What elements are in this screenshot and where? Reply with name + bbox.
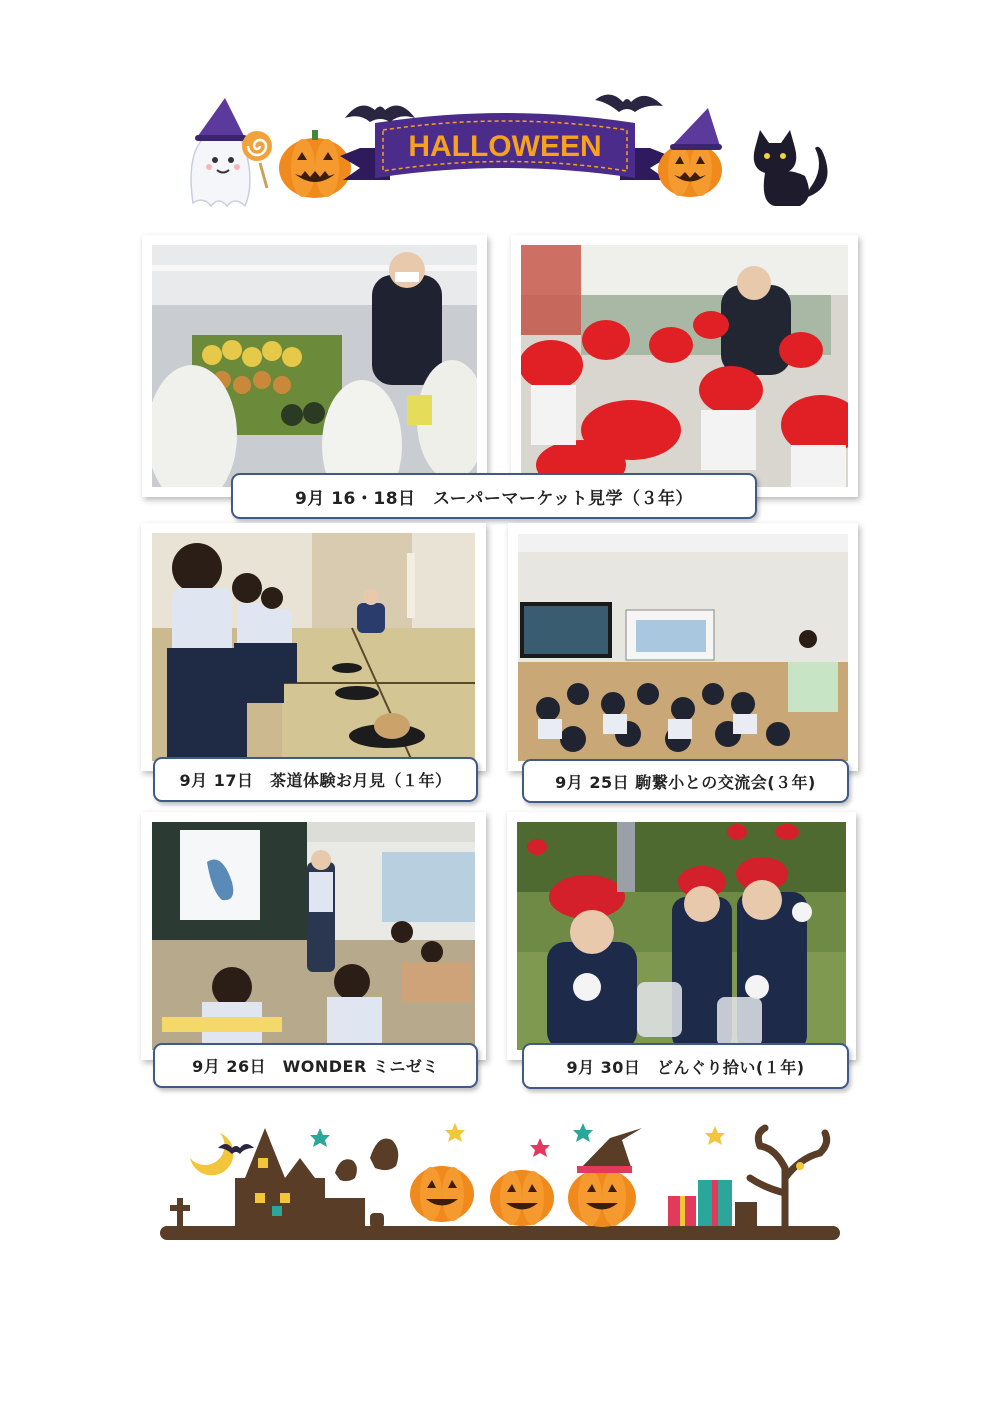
pumpkin-icon (490, 1170, 554, 1226)
star-icon (310, 1128, 330, 1147)
supermarket-photo-2 (521, 245, 848, 487)
caption-acorns (522, 1043, 849, 1089)
moon-icon (190, 1133, 233, 1175)
pumpkin-icon (410, 1166, 474, 1222)
star-icon (573, 1123, 593, 1142)
banner-title: HALLOWEEN (408, 130, 602, 163)
caption-wonder (153, 1043, 478, 1088)
wonder-photo (152, 822, 475, 1050)
caption-acorns-text: 9月 30日 どんぐり拾い(１年) (566, 1057, 805, 1077)
exchange-photo (518, 534, 848, 761)
caption-exchange (522, 759, 849, 803)
halloween-footer (160, 1118, 840, 1243)
caption-tea (153, 757, 478, 802)
supermarket-photo-1 (152, 245, 477, 487)
star-icon (530, 1138, 550, 1157)
ghost-icon (191, 98, 250, 206)
star-icon (445, 1123, 465, 1142)
haunted-house-icon (170, 1128, 365, 1228)
tree-icon (750, 1128, 827, 1226)
caption-supermarket-text: 9月 16・18日 スーパーマーケット見学（３年） (294, 488, 693, 509)
pumpkin-icon (658, 108, 722, 197)
caption-wonder-text: 9月 26日 WONDER ミニゼミ (192, 1057, 439, 1076)
ribbon-banner (340, 113, 670, 180)
tea-ceremony-photo (152, 533, 475, 761)
halloween-banner (175, 88, 835, 213)
cat-icon (754, 130, 828, 206)
acorns-photo (517, 822, 846, 1050)
gift-icon (668, 1180, 757, 1226)
ground (160, 1226, 840, 1240)
caption-exchange-text: 9月 25日 駒繋小との交流会(３年) (555, 772, 816, 792)
caption-tea-text: 9月 17日 茶道体験お月見（１年） (179, 771, 452, 790)
star-icon (705, 1126, 725, 1145)
pumpkin-icon (568, 1128, 642, 1227)
pumpkin-icon (279, 130, 351, 198)
caption-supermarket (231, 473, 757, 519)
